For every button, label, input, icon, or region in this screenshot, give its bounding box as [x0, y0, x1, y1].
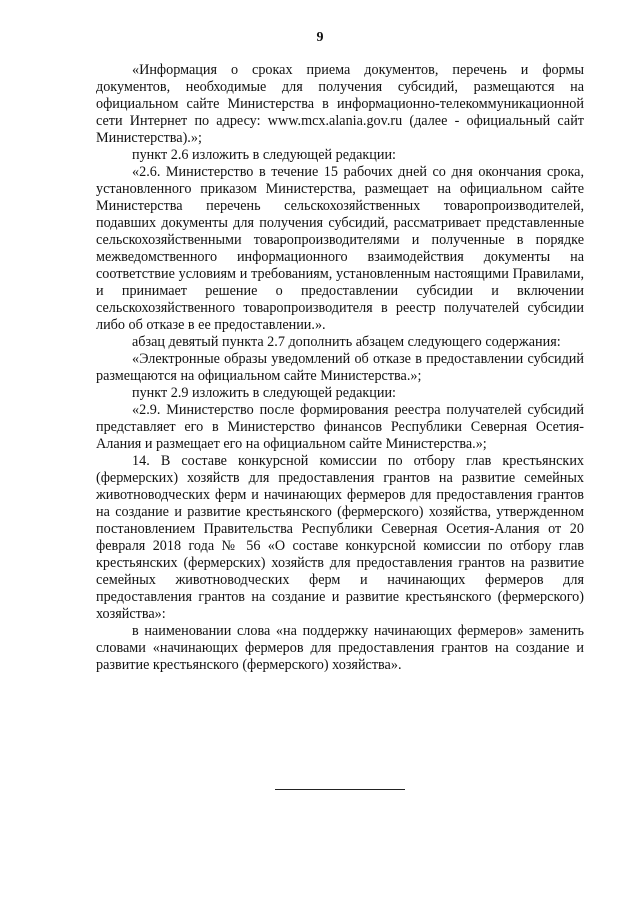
page-number: 9: [316, 30, 324, 45]
paragraph-item-2-7-text: «Электронные образы уведомлений об отказе в предоставлении субсидий размещаются на официальном сайте Министерства.»;: [96, 351, 584, 384]
paragraph-item-2-9-intro: пункт 2.9 изложить в следующей редакции:: [132, 385, 396, 401]
paragraph-item-2-7-intro: абзац девятый пункта 2.7 дополнить абзацем следующего содержания:: [132, 334, 561, 350]
paragraph-title-replacement: в наименовании слова «на поддержку начинающих фермеров» заменить словами «начинающих фермеров для предоставления грантов на создание и развитие крестьянского (фермерского) хозяйства».: [96, 623, 584, 673]
paragraph-item-2-6-text: «2.6. Министерство в течение 15 рабочих дней со дня окончания срока, установленного приказом Министерства, размещает на официальном сайте Министерства перечень сельскохозяйственных товаропроизводителей, подавших документы для получения субсидий, рассматривает представленные сельскохозяйственными товаропроизводителями и полученные в порядке межведомственного информационного взаимодействия документы на соответствие условиям и требованиям, установленным настоящими Правилами, и принимает решение о предоставлении субсидии и включении сельскохозяйственного товаропроизводителя в реестр получателей субсидии либо об отказе в ее предоставлении.».: [96, 164, 584, 333]
paragraph-info-deadlines: «Информация о сроках приема документов, перечень и формы документов, необходимые для получения субсидий, размещаются на официальном сайте Министерства в информационно-телекоммуникационной сети Интернет по адресу: www.mcx.alania.gov.ru (далее - официальный сайт Министерства).»;: [96, 62, 584, 146]
paragraph-section-14: 14. В составе конкурсной комиссии по отбору глав крестьянских (фермерских) хозяйств для предоставления грантов на развитие семейных животноводческих ферм и начинающих фермеров для предоставления грантов на создание и развитие крестьянского (фермерского) хозяйства, утвержденном постановлением Правительства Республики Северная Осетия-Алания от 20 февраля 2018 года № 56 «О составе конкурсной комиссии по отбору глав крестьянских (фермерских) хозяйств для предоставления грантов на развитие семейных животноводческих ферм и начинающих фермеров для предоставления грантов на создание и развитие крестьянского (фермерского) хозяйства»:: [96, 453, 584, 622]
document-body: [96, 62, 584, 674]
closing-divider: [275, 789, 405, 790]
paragraph-item-2-6-intro: пункт 2.6 изложить в следующей редакции:: [132, 147, 396, 163]
paragraph-item-2-9-text: «2.9. Министерство после формирования реестра получателей субсидий представляет его в Министерство финансов Республики Северная Осетия-Алания и размещает его на официальном сайте Министерства.»;: [96, 402, 584, 452]
